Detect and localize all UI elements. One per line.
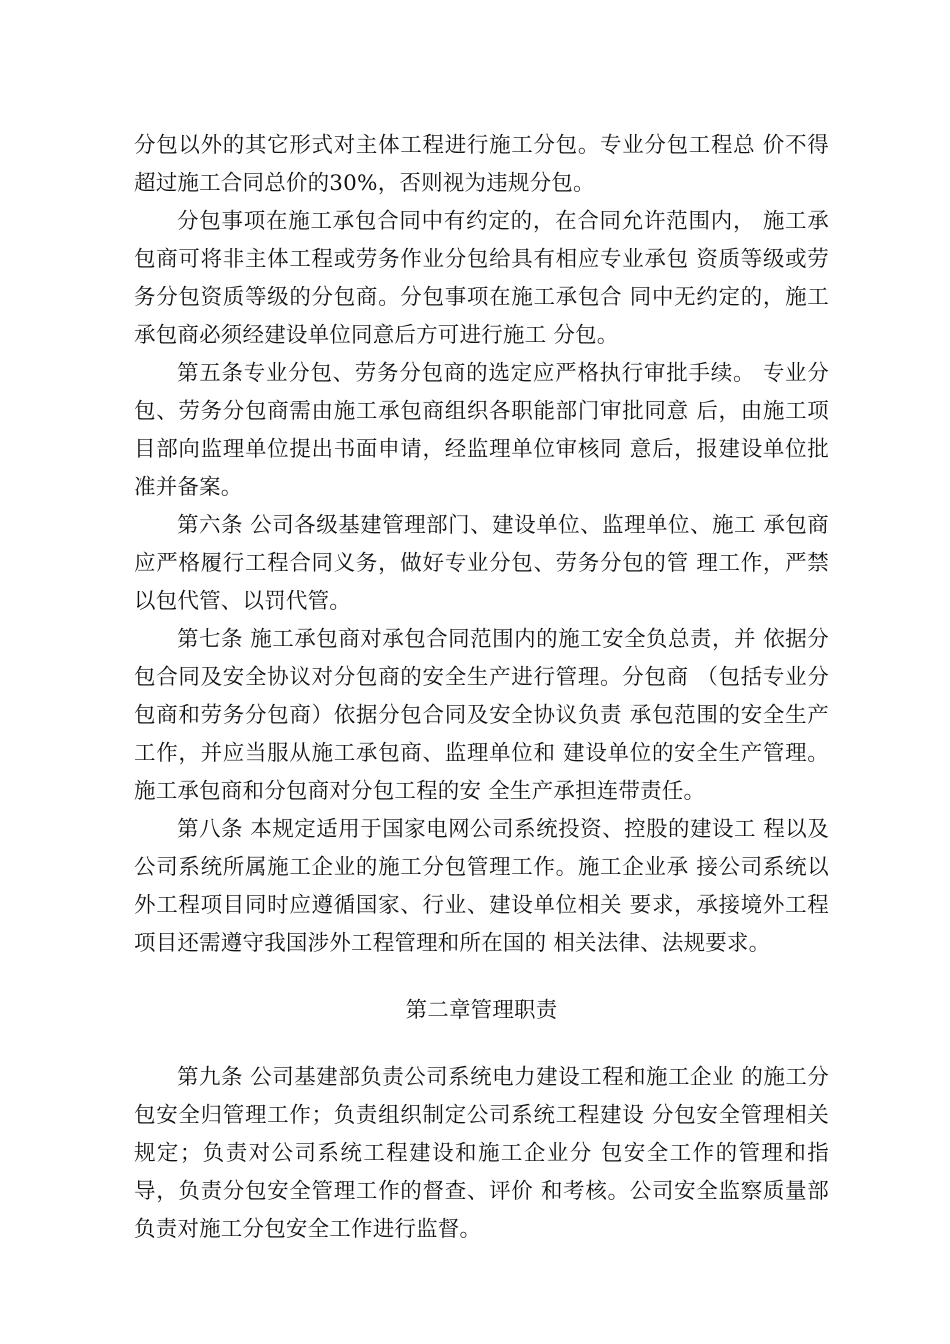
paragraph-article-7: 第七条 施工承包商对承包合同范围内的施工安全负总责，并 依据分包合同及安全协议对分包商的安全生产进行管理。分包商 （包括专业分包商和劳务分包商）依据分包合同及安全协议负责 承包范围的安全生产工作，并应当服从施工承包商、监理单位和 建设单位的安全生产管理。施工承包商和分包商对分包工程的安 全生产承担连带责任。 [134, 627, 829, 804]
paragraph-article-8: 第八条 本规定适用于国家电网公司系统投资、控股的建设工 程以及公司系统所属施工企业的施工分包管理工作。施工企业承 接公司系统以外工程项目同时应遵循国家、行业、建设单位相关 要求，承接境外工程项目还需遵守我国涉外工程管理和所在国的 相关法律、法规要求。 [134, 817, 829, 956]
paragraph-article-6: 第六条 公司各级基建管理部门、建设单位、监理单位、施工 承包商应严格履行工程合同义务，做好专业分包、劳务分包的管 理工作，严禁以包代管、以罚代管。 [134, 513, 829, 614]
chapter-heading: 第二章管理职责 [405, 998, 558, 1023]
paragraph-article-9: 第九条 公司基建部负责公司系统电力建设工程和施工企业 的施工分包安全归管理工作；负责组织制定公司系统工程建设 分包安全管理相关规定；负责对公司系统工程建设和施工企业分 包安全工作的管理和指导，负责分包安全管理工作的督查、评价 和考核。公司安全监察质量部负责对施工分包安全工作进行监督。 [134, 1065, 829, 1242]
paragraph-article-5: 第五条专业分包、劳务分包商的选定应严格执行审批手续。 专业分包、劳务分包商需由施工承包商组织各职能部门审批同意 后，由施工项目部向监理单位提出书面申请，经监理单位审核同 意后，报建设单位批准并备案。 [134, 361, 829, 500]
document-body [134, 127, 829, 1249]
paragraph-continuation: 分包以外的其它形式对主体工程进行施工分包。专业分包工程总 价不得超过施工合同总价的30%，否则视为违规分包。 [134, 133, 829, 196]
paragraph-subcontract-agreement: 分包事项在施工承包合同中有约定的，在合同允许范围内， 施工承包商可将非主体工程或劳务作业分包给具有相应专业承包 资质等级或劳务分包资质等级的分包商。分包事项在施工承包合 同中无约定的，施工承包商必须经建设单位同意后方可进行施工 分包。 [134, 209, 829, 348]
